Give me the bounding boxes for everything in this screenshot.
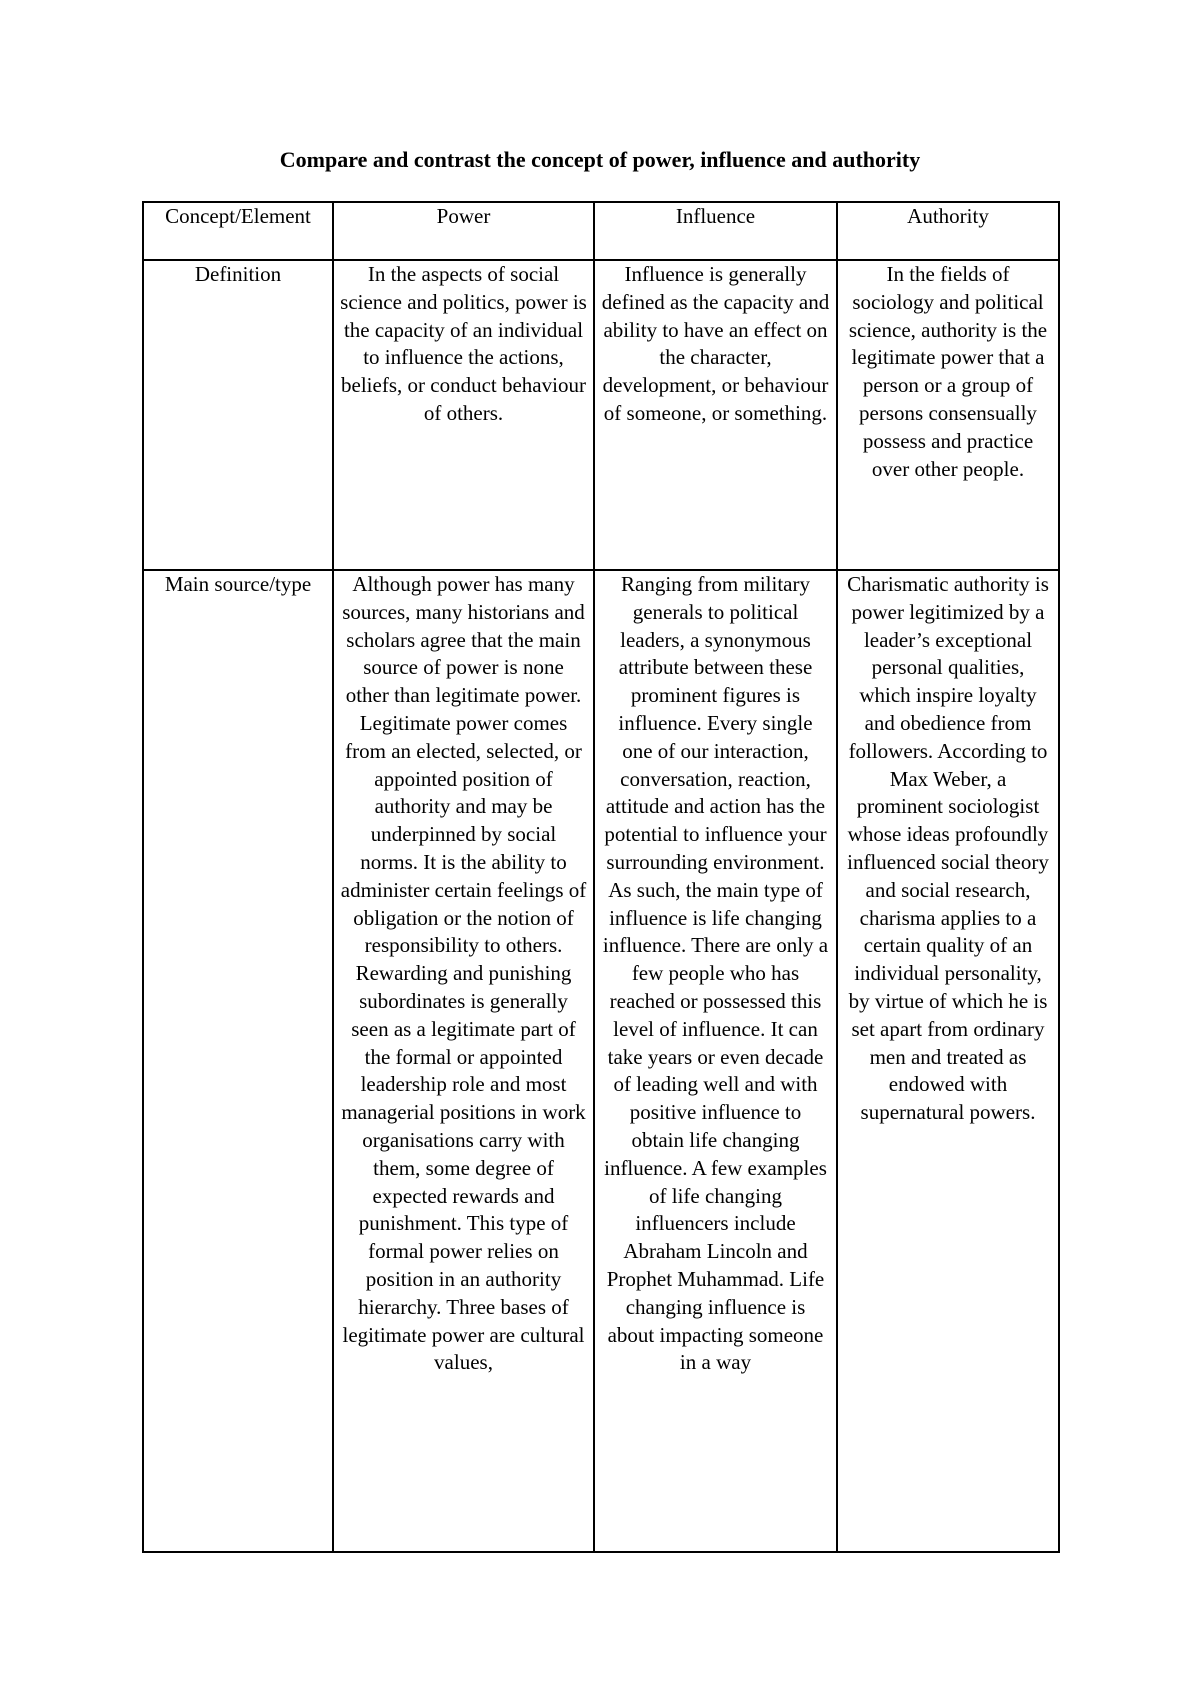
row-label-definition: Definition [143,260,333,570]
cell-influence-definition: Influence is generally defined as the capacity and ability to have an effect on the character, development, or behaviour of someone, or something. [594,260,837,570]
cell-authority-definition: In the fields of sociology and political science, authority is the legitimate power that a person or a group of persons consensually possess and practice over other people. [837,260,1059,570]
table-row [143,260,1059,570]
cell-power-definition: In the aspects of social science and politics, power is the capacity of an individual to influence the actions, beliefs, or conduct behaviour of others. [333,260,594,570]
row-label-main-source: Main source/type [143,570,333,1552]
cell-power-main-source: Although power has many sources, many historians and scholars agree that the main source of power is none other than legitimate power. Legitimate power comes from an elected, selected, or appointed position of authority and may be underpinned by social norms. It is the ability to administer certain feelings of obligation or the notion of responsibility to others. Rewarding and punishing subordinates is generally seen as a legitimate part of the formal or appointed leadership role and most managerial positions in work organisations carry with them, some degree of expected rewards and punishment. This type of formal power relies on position in an authority hierarchy. Three bases of legitimate power are cultural values, [333,570,594,1552]
header-power: Power [333,202,594,260]
table-row [143,570,1059,1552]
cell-influence-main-source: Ranging from military generals to political leaders, a synonymous attribute between these prominent figures is influence. Every single one of our interaction, conversation, reaction, attitude and action has the potential to influence your surrounding environment. As such, the main type of influence is life changing influence. There are only a few people who has reached or possessed this level of influence. It can take years or even decade of leading well and with positive influence to obtain life changing influence. A few examples of life changing influencers include Abraham Lincoln and Prophet Muhammad. Life changing influence is about impacting someone in a way [594,570,837,1552]
header-authority: Authority [837,202,1059,260]
header-concept: Concept/Element [143,202,333,260]
page-title: Compare and contrast the concept of power, influence and authority [279,147,921,172]
table-header-row [143,202,1059,260]
cell-authority-main-source: Charismatic authority is power legitimized by a leader’s exceptional personal qualities, which inspire loyalty and obedience from followers. According to Max Weber, a prominent sociologist whose ideas profoundly influenced social theory and social research, charisma applies to a certain quality of an individual personality, by virtue of which he is set apart from ordinary men and treated as endowed with supernatural powers. [837,570,1059,1552]
header-influence: Influence [594,202,837,260]
comparison-table [142,201,1060,1553]
